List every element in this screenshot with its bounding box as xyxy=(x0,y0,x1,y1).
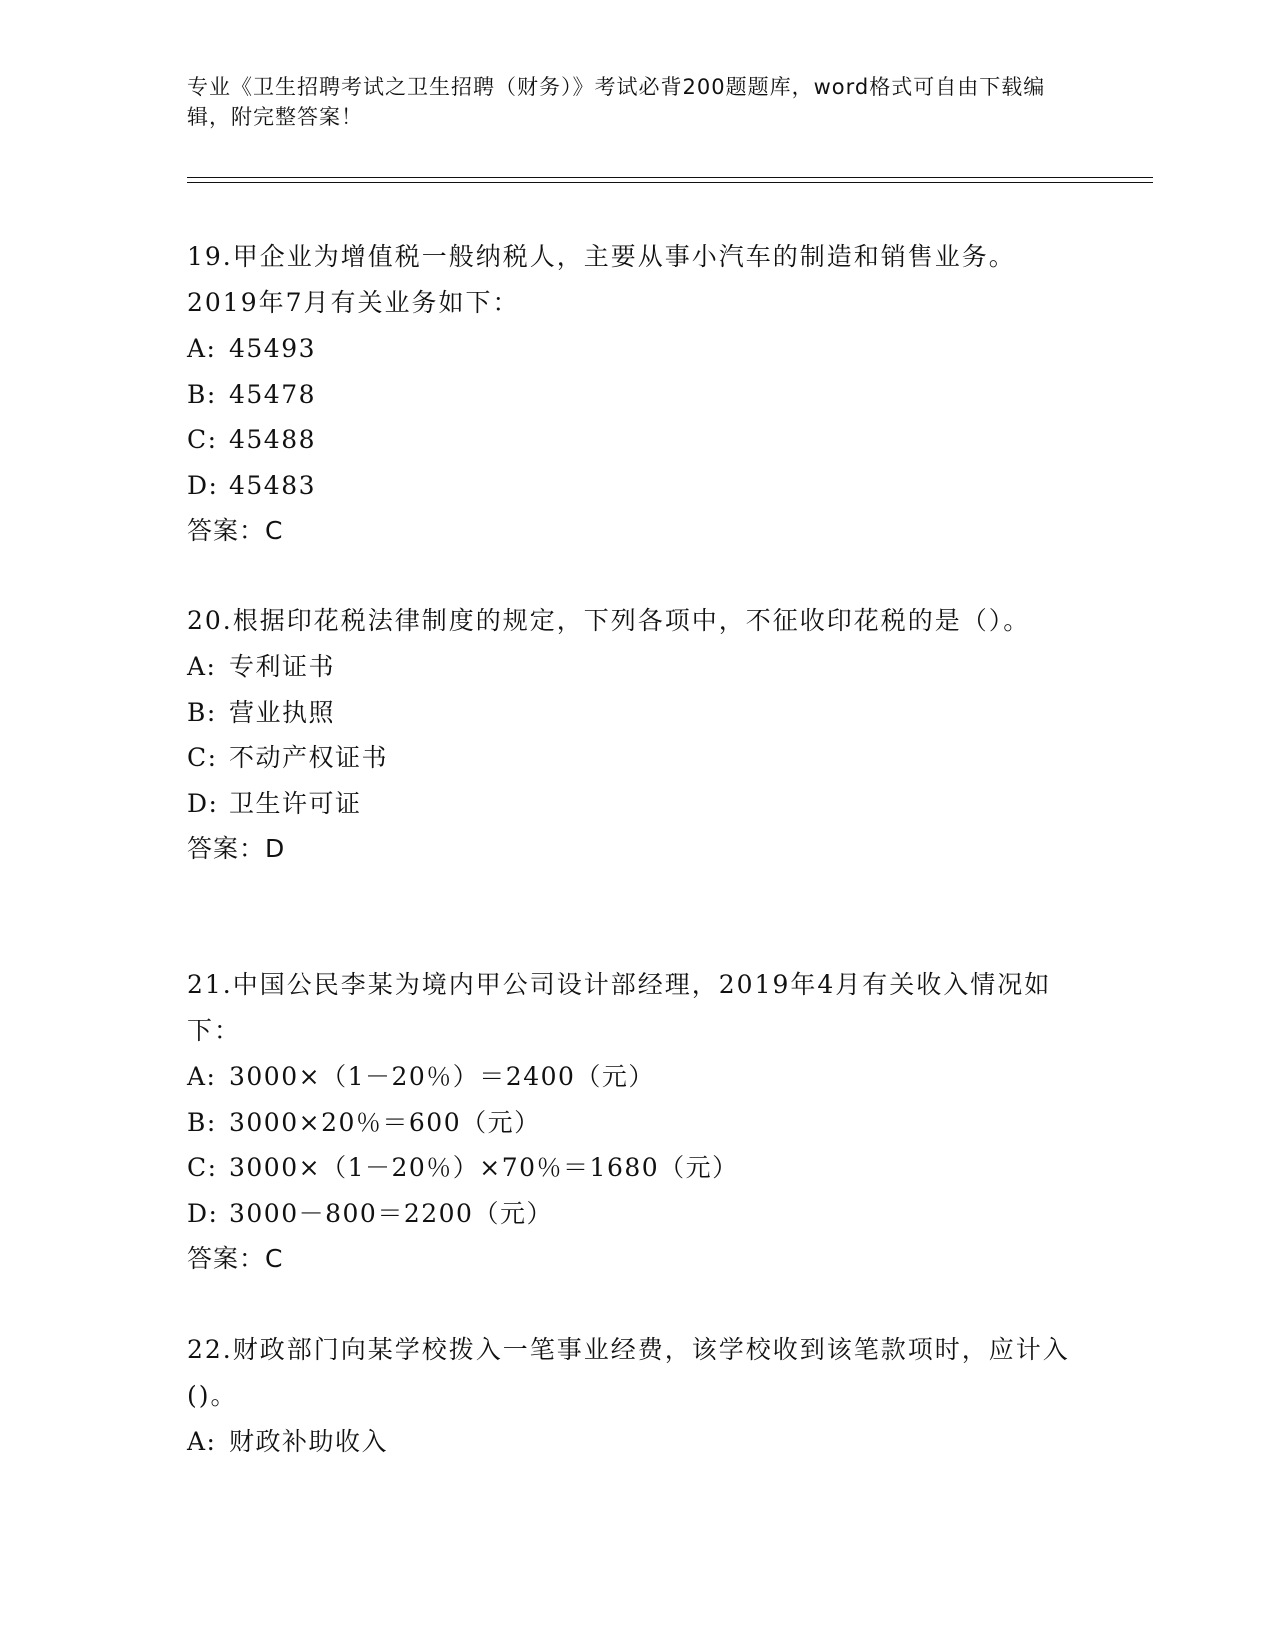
option-a xyxy=(187,326,1087,372)
option-text: 45478 xyxy=(229,379,317,409)
option-c xyxy=(187,417,1087,463)
header-rule-top xyxy=(187,177,1153,178)
option-text: 3000－800＝2200（元） xyxy=(229,1198,553,1228)
option-text: 3000×（1－20％）×70％＝1680（元） xyxy=(229,1153,739,1182)
answer-line: 答案：C xyxy=(187,1244,284,1273)
question-stem: 20.根据印花税法律制度的规定，下列各项中，不征收印花税的是（）。 xyxy=(187,606,1031,635)
option-letter: C: xyxy=(187,425,218,454)
question-19 xyxy=(187,234,1087,554)
question-20 xyxy=(187,598,1087,872)
option-b xyxy=(187,1100,1087,1146)
option-a xyxy=(187,644,1087,690)
answer-line: 答案：C xyxy=(187,516,284,545)
option-letter: D: xyxy=(187,1198,219,1228)
option-letter: B: xyxy=(187,1107,217,1137)
option-letter: A: xyxy=(187,334,217,363)
document-header: 专业《卫生招聘考试之卫生招聘（财务）》考试必背200题题库，word格式可自由下载编辑，附完整答案！ xyxy=(187,75,1046,129)
option-text: 45488 xyxy=(229,425,317,454)
question-22 xyxy=(187,1327,1087,1465)
option-letter: A: xyxy=(187,652,217,681)
option-letter: D: xyxy=(187,788,219,818)
question-21 xyxy=(187,962,1087,1282)
option-letter: C: xyxy=(187,1153,218,1182)
option-b xyxy=(187,690,1087,736)
option-text: 3000×（1－20％）＝2400（元） xyxy=(229,1062,655,1091)
option-c xyxy=(187,1145,1087,1191)
option-text: 45483 xyxy=(229,470,317,500)
option-text: 不动产权证书 xyxy=(229,743,389,772)
option-text: 卫生许可证 xyxy=(229,788,362,818)
option-a xyxy=(187,1054,1087,1100)
option-d xyxy=(187,463,1087,509)
option-letter: B: xyxy=(187,379,217,409)
option-text: 3000×20％＝600（元） xyxy=(229,1107,541,1137)
option-text: 营业执照 xyxy=(229,697,336,727)
option-letter: A: xyxy=(187,1427,217,1456)
header-rule-bottom xyxy=(187,182,1153,183)
option-d xyxy=(187,1191,1087,1237)
question-stem: 19.甲企业为增值税一般纳税人，主要从事小汽车的制造和销售业务。2019年7月有关业务如下： xyxy=(187,242,1016,317)
option-letter: D: xyxy=(187,470,219,500)
answer-line: 答案：D xyxy=(187,834,286,863)
option-a xyxy=(187,1419,1087,1465)
option-letter: B: xyxy=(187,697,217,727)
option-c xyxy=(187,735,1087,781)
option-d xyxy=(187,781,1087,827)
option-letter: A: xyxy=(187,1062,217,1091)
option-letter: C: xyxy=(187,743,218,772)
question-stem: 22.财政部门向某学校拨入一笔事业经费，该学校收到该笔款项时，应计入()。 xyxy=(187,1335,1070,1410)
option-b xyxy=(187,372,1087,418)
option-text: 专利证书 xyxy=(229,652,336,681)
question-stem: 21.中国公民李某为境内甲公司设计部经理，2019年4月有关收入情况如下： xyxy=(187,970,1052,1045)
option-text: 45493 xyxy=(229,334,317,363)
option-text: 财政补助收入 xyxy=(229,1427,389,1456)
